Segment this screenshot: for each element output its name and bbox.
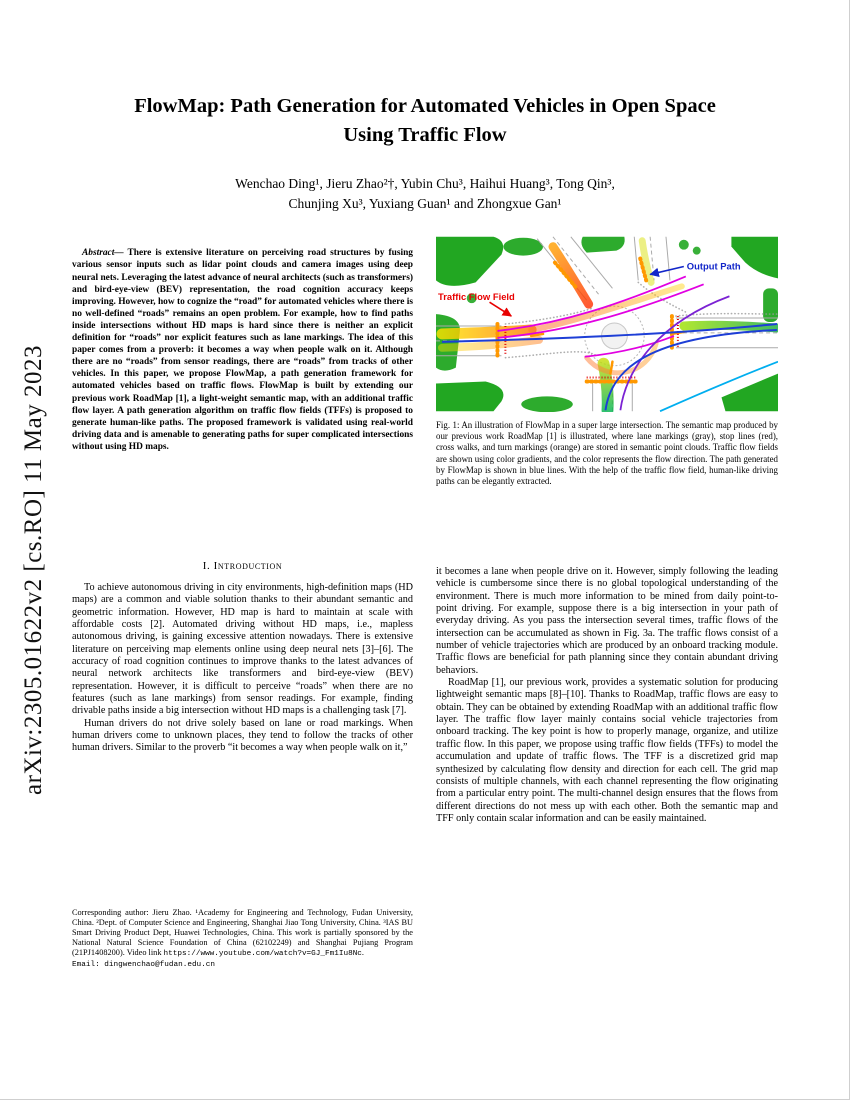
paragraph: it becomes a lane when people drive on it. However, simply following the leading vehicle is cumbersome since there is no global topological understanding of the environment. There is much more information to be mined from daily point-to-point driving. For example, suppose there is a big intersection in your path of everyday driving. As you pass the intersection several times, traffic flows of the intersection can be accumulated as shown in Fig. 3a. The traffic flows consist of a number of vehicle trajectories which are produced by an onboard tracking module. Traffic flows are beneficial for path planning since they contain abundant driving behaviors.	[436, 566, 778, 676]
abstract-lead: Abstract—	[82, 248, 124, 259]
left-column-body	[72, 582, 413, 755]
email-link[interactable]: Email: dingwenchao@fudan.edu.cn	[72, 961, 216, 970]
right-column-body	[436, 566, 778, 825]
output-path-label: Output Path	[686, 260, 741, 272]
footnote-period: .	[361, 948, 364, 958]
paper-title	[0, 92, 850, 150]
video-link[interactable]: https://www.youtube.com/watch?v=GJ_Fm1Iu8Nc	[163, 950, 362, 959]
paragraph: RoadMap [1], our previous work, provides a systematic solution for producing lightweight semantic maps [8]–[10]. Thanks to RoadMap, traffic flows are easy to obtain. They can be obtained by extending RoadMap with an additional traffic flow layer. The traffic flow layer mainly contains social vehicle trajectories from onboard tracking. The key point is how to properly manage, organize, and utilize traffic flow. In this paper, we propose using traffic flow fields (TFFs) to model the accumulation and update of traffic flows. The TFF is a discretized grid map synthesized by calculating flow density and direction for each cell. The grid map consists of multiple channels, with each channel representing the flow originating from a particular entry point. The multi-channel design ensures that the flows from different directions do not mess up with each other. Both the semantic map and TFF only contain scalar information and can be easily maintained.	[436, 677, 778, 824]
author-line2: Chunjing Xu³, Yuxiang Guan¹ and Zhongxue Gan¹	[288, 196, 562, 211]
paper-title-line2: Using Traffic Flow	[343, 124, 507, 146]
figure-1-illustration	[436, 236, 778, 412]
arxiv-banner: arXiv:2305.01622v2 [cs.RO] 11 May 2023	[20, 345, 47, 795]
abstract	[72, 247, 413, 453]
footnote	[72, 908, 413, 971]
footnote-text: Corresponding author: Jieru Zhao. ¹Academy for Engineering and Technology, Fudan University, China. ²Dept. of Computer Science and Engineering, Shanghai Jiao Tong University, China. ³IAS BU Smart Driving Product Dept, Huawei Technologies, China. This work is partially sponsored by the National Natural Science Foundation of China (62102249) and Shanghai Pujiang Program (21PJ1408200). Video link	[72, 908, 413, 958]
paper-title-line1: FlowMap: Path Generation for Automated Vehicles in Open Space	[134, 95, 716, 117]
figure-1-caption: Fig. 1: An illustration of FlowMap in a super large intersection. The semantic map produced by our previous work RoadMap [1] is illustrated, where lane markings (gray), stop lines (red), cross walks, and turn markings (orange) are stored in semantic point clouds. Traffic flow fields are shown using color gradients, and the color represents the flow direction. The path generated by FlowMap is shown in blue lines. With the help of the traffic flow field, human-like driving paths can be elegantly extracted.	[436, 420, 778, 487]
author-line1: Wenchao Ding¹, Jieru Zhao²†, Yubin Chu³, Haihui Huang³, Tong Qin³,	[235, 176, 615, 191]
paragraph: To achieve autonomous driving in city environments, high-definition maps (HD maps) are a common and viable solution thanks to their abundant semantic and geometric information. However, HD map is hard to maintain at scale with affordable costs [2]. Automated driving without HD maps, i.e., mapless autonomous driving, is gaining excessive attention nowadays. There is extensive literature on perceiving map elements online using deep neural nets [3]–[6]. The accuracy of road cognition continues to improve thanks to the latest advances of neural network architects like transformers and bird-eye-view (BEV) representation. However, it is difficult to perceive “roads” when there are no features (such as lane markings) from sensor readings. For example, finding drivable paths inside a big intersection without HD maps is a challenging task [7].	[72, 582, 413, 717]
abstract-body: There is extensive literature on perceiving road structures by fusing various sensor inputs such as lidar point clouds and camera images using deep neural nets. Leveraging the latest advance of neural architects (such as transformers) and bird-eye-view (BEV) representation, the road cognition accuracy keeps improving. However, how to cognize the “road” for automated vehicles where there is no well-defined “roads” remains an open problem. For example, how to find paths inside intersections without HD maps is hard since there is neither an explicit definition for “roads” nor explicit features such as lane markings. The idea of this paper comes from a proverb: it becomes a way when people walk on it. Although there are no “roads” from sensor readings, there are “roads” from tracks of other vehicles. In this paper, we propose FlowMap, a path generation framework for automated vehicles based on traffic flows. FlowMap is built by extending our previous work RoadMap [1], a light-weight semantic map, with an additional traffic flow layer. A path generation algorithm on traffic flow fields (TFFs) is proposed to generate human-like paths. The proposed framework is validated using real-world driving data and is amenable to generating paths for super complicated intersections without using HD maps.	[72, 248, 413, 452]
traffic-flow-field-label: Traffic Flow Field	[437, 291, 515, 303]
figure-1	[436, 236, 778, 412]
author-list	[0, 174, 850, 214]
paragraph: Human drivers do not drive solely based on lane or road markings. When human drivers come to unknown places, they tend to follow the tracks of other human drivers. Similar to the proverb “it becomes a way when people walk on it,”	[72, 717, 413, 754]
section-heading-introduction: I. Introduction	[202, 560, 283, 572]
